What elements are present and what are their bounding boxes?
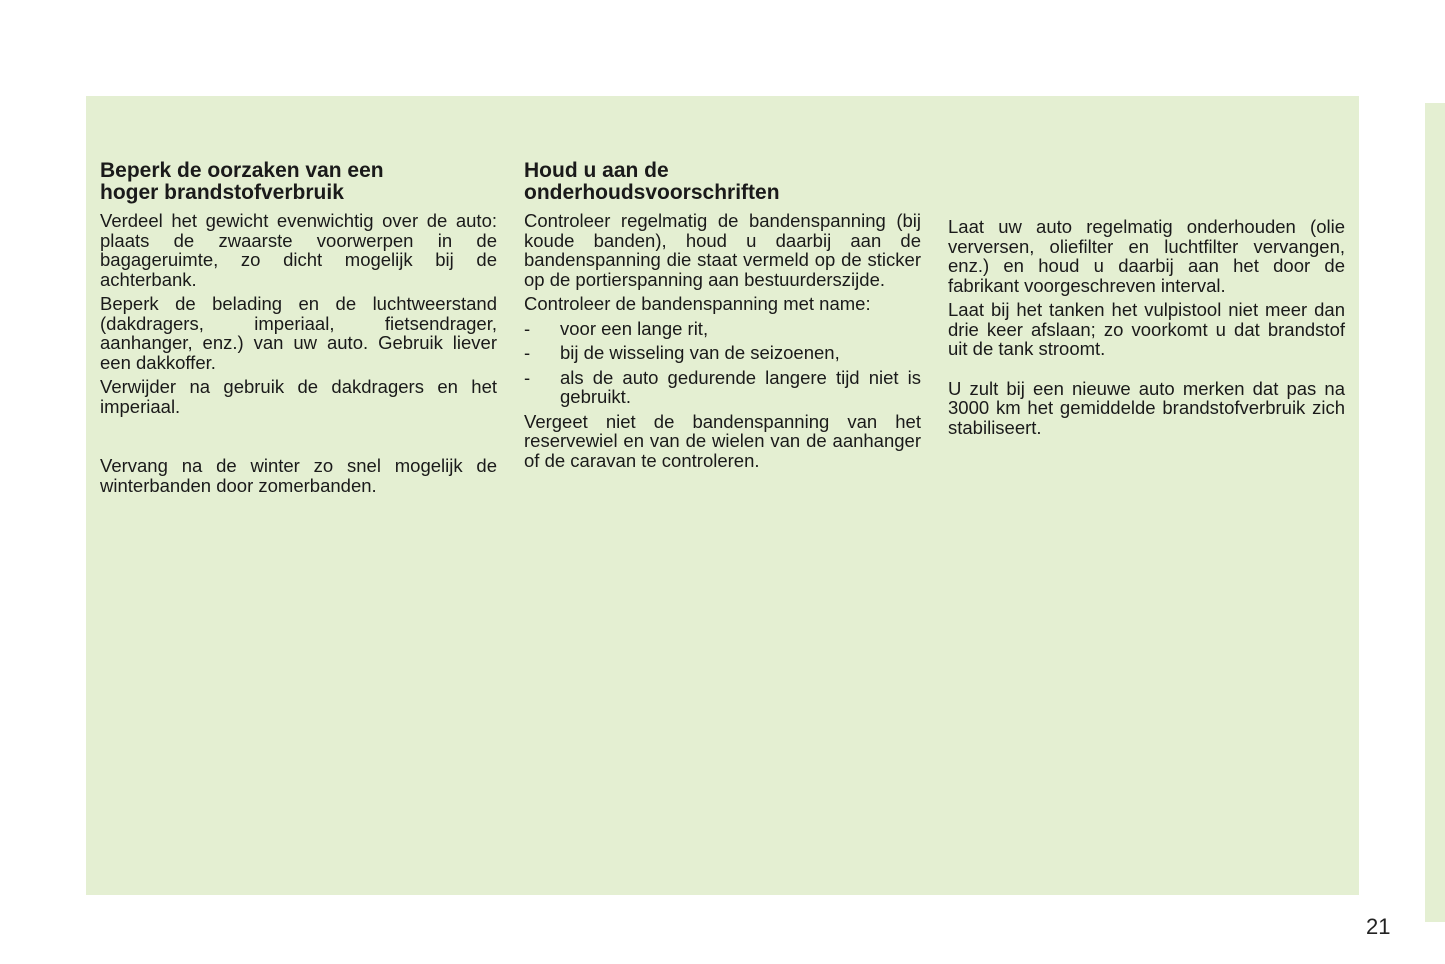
heading-maintenance — [524, 160, 921, 204]
paragraph: U zult bij een nieuwe auto merken dat pas na 3000 km het gemiddelde brandstofverbruik zich stabiliseert. — [948, 377, 1345, 438]
paragraph: Laat uw auto regelmatig onderhouden (olie verversen, oliefilter en luchtfilter vervangen, enz.) en houd u daarbij aan het door de fabrikant voorgeschreven interval. — [948, 216, 1345, 296]
paragraph: Controleer regelmatig de bandenspanning (bij koude banden), houd u daarbij aan de bandenspanning die staat vermeld op de sticker op de portierspanning aan bestuurderszijde. — [524, 210, 921, 290]
paragraph: Controleer de bandenspanning met name: — [524, 293, 871, 314]
list-item — [524, 368, 921, 407]
heading-fuel-consumption — [100, 160, 497, 204]
column-fuel-consumption — [100, 160, 497, 495]
paragraph: Verdeel het gewicht evenwichtig over de auto: plaats de zwaarste voorwerpen in de bagageruimte, zo dicht mogelijk bij de achterbank. — [100, 210, 497, 290]
paragraph: Vergeet niet de bandenspanning van het reservewiel en van de wielen van de aanhanger of de caravan te controleren. — [524, 410, 921, 471]
column-service — [948, 217, 1345, 437]
heading-line: Beperk de oorzaken van een — [100, 159, 384, 182]
tire-check-list — [524, 319, 921, 407]
heading-line: Houd u aan de — [524, 159, 669, 182]
list-item — [524, 319, 921, 339]
list-item — [524, 343, 921, 363]
dash-marker: - — [524, 317, 531, 339]
list-item-text: bij de wisseling van de seizoenen, — [560, 342, 840, 363]
heading-line: onderhoudsvoorschriften — [524, 181, 780, 204]
side-tab — [1425, 103, 1445, 922]
paragraph: Vervang na de winter zo snel mogelijk de winterbanden door zomerbanden. — [100, 455, 497, 496]
column-maintenance — [524, 160, 921, 470]
dash-marker: - — [524, 366, 531, 388]
dash-marker: - — [524, 342, 531, 363]
heading-line: hoger brandstofverbruik — [100, 181, 344, 204]
list-item-text: als de auto gedurende langere tijd niet is gebruikt. — [560, 366, 921, 407]
page-number: 21 — [1366, 914, 1391, 939]
paragraph: Verwijder na gebruik de dakdragers en het imperiaal. — [100, 376, 497, 417]
list-item-text: voor een lange rit, — [560, 317, 709, 339]
paragraph: Beperk de belading en de luchtweerstand (dakdragers, imperiaal, fietsendrager, aanhanger, enz.) van uw auto. Gebruik liever een dakkoffer. — [100, 293, 497, 373]
paragraph: Laat bij het tanken het vulpistool niet meer dan drie keer afslaan; zo voorkomt u dat brandstof uit de tank stroomt. — [948, 299, 1345, 359]
